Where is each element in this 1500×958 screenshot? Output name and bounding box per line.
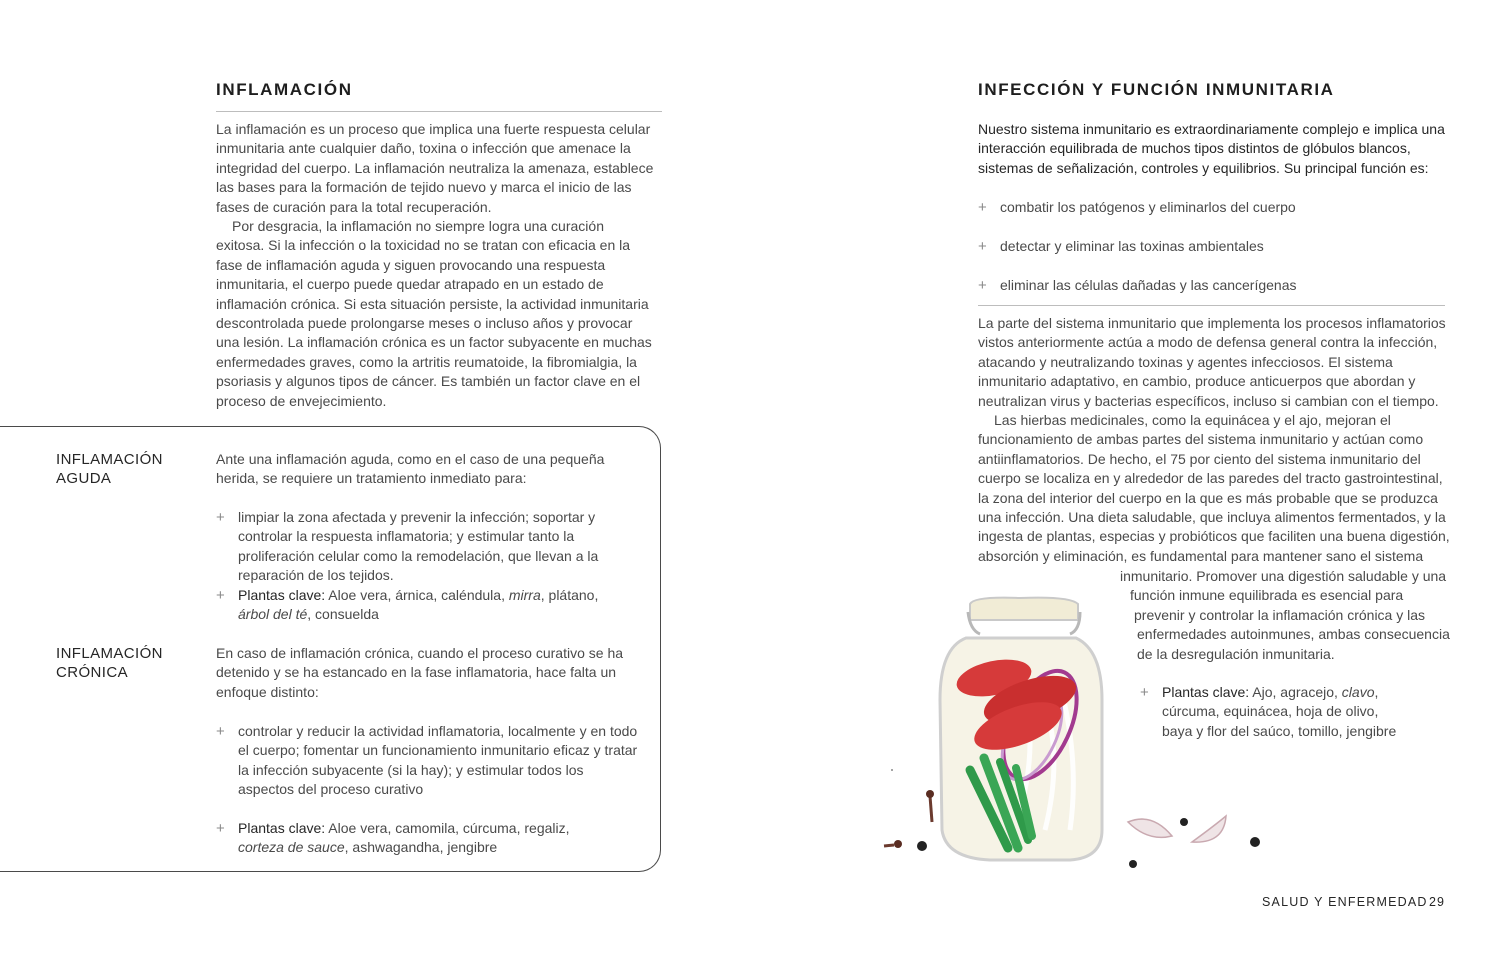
immune-paragraph-2-wrapped-line: prevenir y controlar la inflamación crónica y las	[1134, 606, 1426, 623]
acute-key-plants-text	[238, 586, 628, 625]
acute-label	[56, 450, 163, 489]
chronic-intro: En caso de inflamación crónica, cuando el proceso curativo se ha detenido y se ha estancado en la fase inflamatoria, hace falta un enfoque distinto:	[216, 645, 624, 700]
plus-icon: +	[1140, 684, 1149, 701]
footer-section-title: SALUD Y ENFERMEDAD	[1262, 895, 1428, 909]
clove-head	[894, 840, 902, 848]
peppercorn	[1180, 818, 1188, 826]
immune-paragraph-2-line: ingesta de plantas, especias y probióticos que faciliten una buena digestión,	[978, 528, 1450, 545]
immune-function-text: detectar y eliminar las toxinas ambientales	[1000, 238, 1264, 254]
immune-paragraph-2-wrapped-line: función inmune equilibrada es esencial para	[1130, 587, 1404, 604]
plus-icon: +	[216, 820, 225, 837]
acute-label-line-2: AGUDA	[56, 470, 112, 488]
peppercorn	[1129, 860, 1137, 868]
immune-paragraph-2-line: Las hierbas medicinales, como la equinácea y el ajo, mejoran el	[994, 412, 1391, 428]
acute-intro: Ante una inflamación aguda, como en el caso de una pequeña herida, se requiere un tratamiento inmediato para:	[216, 451, 605, 487]
immune-intro: Nuestro sistema inmunitario es extraordinariamente complejo e implica una interacción equilibrada de muchos tipos distintos de glóbulos blancos, sistemas de señalización, controles y equilibrios. Su principal función es:	[978, 121, 1445, 176]
immune-key-plants-line-3: baya y flor del saúco, tomillo, jengibre	[1162, 722, 1397, 739]
immune-key-plants-line-2: cúrcuma, equinácea, hoja de olivo,	[1162, 703, 1379, 720]
key-plants-label: Plantas clave:	[238, 820, 326, 836]
jar-lid	[970, 598, 1078, 620]
clove	[930, 796, 932, 822]
acute-key-plants-list-c: , consuelda	[307, 606, 379, 623]
page-number: 29	[1429, 895, 1445, 909]
plus-icon: +	[978, 238, 987, 255]
chronic-label-line-2: CRÓNICA	[56, 664, 128, 682]
immune-paragraph-2-line: antiinflamatorios. De hecho, el 75 por ciento del sistema inmunitario del	[978, 450, 1421, 467]
immune-paragraph-1: La parte del sistema inmunitario que implementa los procesos inflamatorios vistos anteriormente actúa a modo de defensa general contra la infección, atacando y neutralizando toxinas y agentes infecciosos. El sistema inmunitario adaptativo, en cambio, produce anticuerpos que abordan y neutralizan virus y bacterias específicos, incluso si cambian con el tiempo.	[978, 315, 1446, 409]
fermented-vegetables-jar-illustration	[870, 590, 1270, 880]
immune-paragraph-2-line: la zona del interior del cuerpo en la que es más probable que se produzca	[978, 489, 1438, 506]
inflammation-paragraph-2: Por desgracia, la inflamación no siempre logra una curación exitosa. Si la infección o la toxicidad no se tratan con eficacia en la fase de inflamación aguda y siguen provocando una respuesta inmunitaria, el cuerpo puede quedar atrapado en un estado de inflamación crónica. Si esta situación persiste, la actividad inmunitaria descontrolada puede prolongarse meses o incluso años y provocar una lesión. La inflamación crónica es un factor subyacente en muchas enfermedades graves, como la artritis reumatoide, la fibromialgia, la psoriasis y algunos tipos de cáncer. Es también un factor clave en el proceso de envejecimiento.	[216, 218, 652, 409]
right-heading: INFECCIÓN Y FUNCIÓN INMUNITARIA	[978, 80, 1335, 99]
immune-paragraph-2-wrapped-line: de la desregulación inmunitaria.	[1137, 645, 1335, 662]
inflammation-paragraph-1: La inflamación es un proceso que implica una fuerte respuesta celular inmunitaria ante cualquier daño, toxina o infección que amenace la integridad del cuerpo. La inflamación neutraliza la amenaza, establece las bases para la formación de tejido nuevo y marca el inicio de las fases de curación para la total recuperación.	[216, 121, 654, 215]
acute-key-plant-arbol-del-te: árbol del té	[238, 606, 308, 623]
functions-rule	[978, 305, 1445, 306]
immune-paragraph-2-line: cuerpo se localiza en y alrededor de las paredes del tracto gastrointestinal,	[978, 470, 1443, 487]
plus-icon: +	[978, 199, 987, 216]
immune-key-plants-comma: ,	[1374, 684, 1379, 700]
chronic-bullet-text: controlar y reducir la actividad inflamatoria, localmente y en todo el cuerpo; fomentar un funcionamiento inmunitario eficaz y tratar la infección subyacente (si la hay); y estimular todos los aspectos del proceso curativo	[238, 723, 638, 798]
acute-key-plant-mirra: mirra	[508, 587, 541, 603]
immune-function-text: eliminar las células dañadas y las cancerígenas	[1000, 277, 1297, 293]
plus-icon: +	[216, 587, 225, 604]
plus-icon: +	[216, 723, 225, 740]
key-plants-label: Plantas clave:	[1162, 684, 1250, 700]
garlic-clove	[1128, 819, 1172, 837]
immune-key-plant-clavo: clavo	[1341, 684, 1375, 700]
chronic-key-plants-list-b: , ashwagandha, jengibre	[344, 839, 498, 856]
peppercorn	[917, 841, 927, 851]
acute-bullet-text: limpiar la zona afectada y prevenir la infección; soportar y controlar la respuesta inflamatoria; y estimular tanto la proliferación celular como la remodelación, que llevan a la reparación de los tejidos.	[238, 509, 599, 584]
acute-key-plants-list-a: Aloe vera, árnica, caléndula,	[328, 587, 505, 603]
immune-paragraph-2-line: absorción y eliminación, es fundamental para mantener sano el sistema	[978, 547, 1424, 564]
chronic-key-plant-corteza-de-sauce: corteza de sauce	[238, 839, 345, 856]
key-plants-label: Plantas clave:	[238, 587, 326, 603]
immune-function-text: combatir los patógenos y eliminarlos del cuerpo	[1000, 199, 1296, 215]
garlic-clove	[1192, 816, 1226, 842]
plus-icon: +	[216, 509, 225, 526]
plus-icon: +	[978, 277, 987, 294]
clove	[884, 845, 894, 846]
chronic-label-line-1: INFLAMACIÓN	[56, 645, 163, 662]
immune-paragraph-2-wrapped-line: inmunitario. Promover una digestión saludable y una	[1120, 568, 1447, 584]
immune-paragraph-2-wrapped-line: enfermedades autoinmunes, ambas consecuencia	[1137, 626, 1450, 643]
speck	[891, 769, 893, 771]
clove-head	[926, 790, 934, 798]
acute-label-line-1: INFLAMACIÓN	[56, 451, 163, 468]
left-heading: INFLAMACIÓN	[216, 80, 353, 99]
inflammation-text	[216, 120, 656, 411]
immune-key-plants-list-a: Ajo, agracejo,	[1252, 684, 1338, 700]
immune-paragraph-2-line: funcionamiento de ambas partes del sistema inmunitario y actúan como	[978, 431, 1424, 448]
peppercorn	[1250, 837, 1260, 847]
chronic-key-plants-text	[238, 819, 638, 858]
chronic-key-plants-list-a: Aloe vera, camomila, cúrcuma, regaliz,	[328, 820, 570, 836]
immune-paragraph-2-line: una infección. Una dieta saludable, que incluya alimentos fermentados, y la	[978, 509, 1446, 525]
chronic-label	[56, 644, 163, 683]
left-heading-rule	[216, 111, 662, 112]
acute-key-plants-list-b: , plátano,	[540, 587, 599, 603]
